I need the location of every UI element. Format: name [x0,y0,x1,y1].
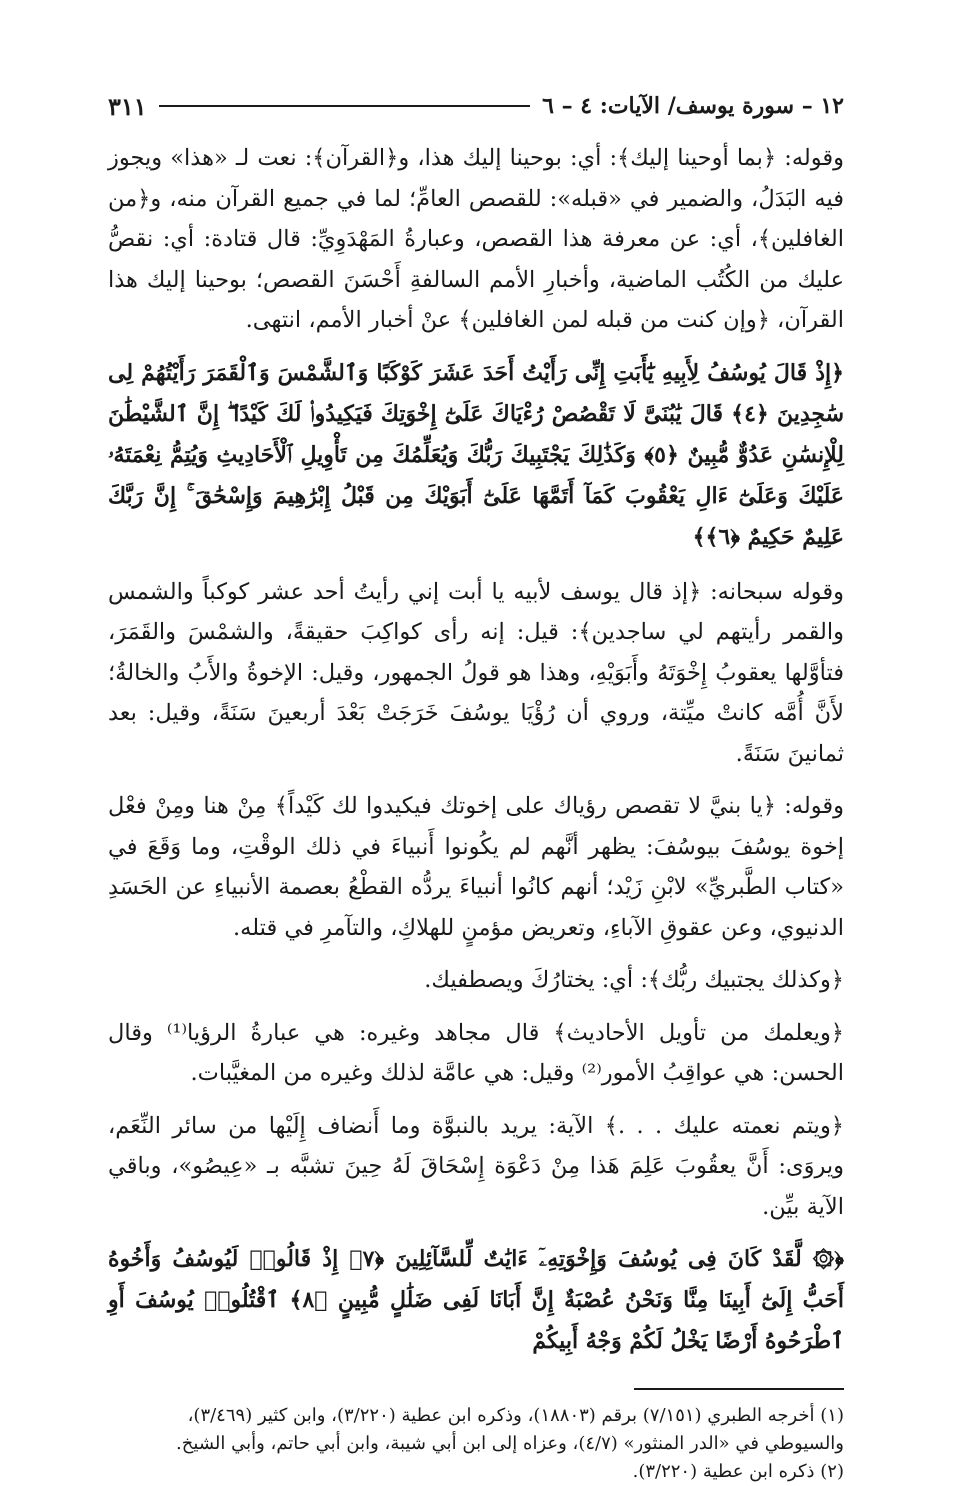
header-rule [159,105,530,107]
commentary-paragraph-3: وقوله: ﴿يا بنيَّ لا تقصص رؤياك على إخوتك فيكيدوا لك كَيْداً﴾ مِنْ هنا ومِنْ فعْل إخوة يوسُفَ بيوسُفَ: يظهر أنَّهم لم يكُونوا أَنبياءَ في ذلك الوقْتِ، وما وَقَعَ في «كتاب الطَّبريِّ» لابْنِ زَيْد؛ أنهم كانُوا أنبياءَ يردُّه القطْعُ بعصمة الأنبياءِ عن الحَسَدِ الدنيوي، وعن عقوقِ الآباءِ، وتعريض مؤمنٍ للهلاكِ، والتآمرِ في قتله. [108,793,844,941]
footnote-1: (١) أخرجه الطبري (٧/١٥١) برقم (١٨٨٠٣)، وذكره ابن عطية (٣/٢٢٠)، وابن كثير (٣/٤٦٩)، والسيوطي في «الدر المنثور» (٤/٧)، وعزاه إلى ابن أبي شيبة، وابن أبي حاتم، وأبي الشيخ. [176,1405,844,1454]
running-header [108,86,844,126]
surah-title: ١٢ – سورة يوسف/ الآيات: ٤ – ٦ [542,93,844,119]
commentary-paragraph-4: ﴿وكذلك يجتبيك ربُّك﴾: أي: يختارُكَ ويصطفيك. [424,967,844,993]
quran-verses-7-9: ﴿۞ لَّقَدْ كَانَ فِى يُوسُفَ وَإِخْوَتِهِۦٓ ءَايَٰتٌ لِّلسَّآئِلِينَ ﴿٧﴾ إِذْ قَالُوا۟ لَيُوسُفُ وَأَخُوهُ أَحَبُّ إِلَىٰٓ أَبِينَا مِنَّا وَنَحْنُ عُصْبَةٌ إِنَّ أَبَانَا لَفِى ضَلَٰلٍ مُّبِينٍ ﴿٨﴾ ٱقْتُلُوا۟ يُوسُفَ أَوِ ٱطْرَحُوهُ أَرْضًا يَخْلُ لَكُمْ وَجْهُ أَبِيكُمْ [108,1246,845,1354]
commentary-paragraph-5: ﴿ويعلمك من تأويل الأحاديث﴾ قال مجاهد وغيره: هي عبارةُ الرؤيا⁽¹⁾ وقال الحسن: هي عواقِبُ الأمور⁽²⁾ وقيل: هي عامَّة لذلك وغيره من المغيَّبات. [108,1019,844,1086]
page-number: ٣١١ [108,91,147,121]
commentary-paragraph-1: وقوله: ﴿بما أوحينا إليك﴾: أي: بوحينا إليك هذا، و﴿القرآن﴾: نعت لـ «هذا» ويجوز فيه البَدَلُ، والضمير في «قبله»: للقصص العامِّ؛ لما في جميع القرآن منه، و﴿من الغافلين﴾، أي: عن معرفة هذا القصص، وعبارةُ المَهْدَوِيِّ: قال قتادة: أي: نقصُّ عليك من الكُتُب الماضية، وأخبارِ الأمم السالفةِ أَحْسَنَ القصص؛ بوحينا إليك هذا القرآن، ﴿وإن كنت من قبله لمن الغافلين﴾ عنْ أخبار الأمم، انتهى. [108,145,844,333]
commentary-paragraph-6: ﴿ويتم نعمته عليك . . .﴾ الآية: يريد بالنبوَّة وما أَنضاف إِلَيْها من سائر النِّعَم، ويروَى: أَنَّ يعقُوبَ عَلِمَ هَذا مِنْ دَعْوَة إِسْحَاقَ لَهُ حِينَ تشبَّه بـ «عِيصُو»، وباقي الآية بيِّن. [108,1112,844,1220]
footnote-2: (٢) ذكره ابن عطية (٣/٢٢٠). [632,1461,844,1482]
quran-verses-4-6: ﴿إِذْ قَالَ يُوسُفُ لِأَبِيهِ يَٰٓأَبَتِ إِنِّى رَأَيْتُ أَحَدَ عَشَرَ كَوْكَبًا وَٱلشَّمْسَ وَٱلْقَمَرَ رَأَيْتُهُمْ لِى سَٰجِدِينَ ﴿٤﴾ قَالَ يَٰبُنَىَّ لَا تَقْصُصْ رُءْيَاكَ عَلَىٰٓ إِخْوَتِكَ فَيَكِيدُوا۟ لَكَ كَيْدًا ۖ إِنَّ ٱلشَّيْطَٰنَ لِلْإِنسَٰنِ عَدُوٌّ مُّبِينٌ ﴿٥﴾ وَكَذَٰلِكَ يَجْتَبِيكَ رَبُّكَ وَيُعَلِّمُكَ مِن تَأْوِيلِ ٱلْأَحَادِيثِ وَيُتِمُّ نِعْمَتَهُۥ عَلَيْكَ وَعَلَىٰٓ ءَالِ يَعْقُوبَ كَمَآ أَتَمَّهَا عَلَىٰٓ أَبَوَيْكَ مِن قَبْلُ إِبْرَٰهِيمَ وَإِسْحَٰقَ ۚ إِنَّ رَبَّكَ عَلِيمٌ حَكِيمٌ ﴿٦﴾﴾ [108,359,845,550]
commentary-paragraph-2: وقوله سبحانه: ﴿إذ قال يوسف لأبيه يا أبت إني رأيتُ أحد عشر كوكباً والشمس والقمر رأيتهم لي ساجدين﴾: قيل: إنه رأى كواكِبَ حقيقةً، والشمْسَ والقَمَرَ، فتأوَّلها يعقوبُ إِخْوَتَهُ وأَبَوَيْهِ، وهذا هو قولُ الجمهور، وقيل: الإخوةُ والأَبُ والخالةُ؛ لأَنَّ أُمَّه كانتْ ميِّتة، وروي أن رُؤْيَا يوسُفَ خَرَجَتْ بَعْدَ أربعينَ سَنَةً، وقيل: بعد ثمانينَ سَنَةً. [108,578,844,767]
